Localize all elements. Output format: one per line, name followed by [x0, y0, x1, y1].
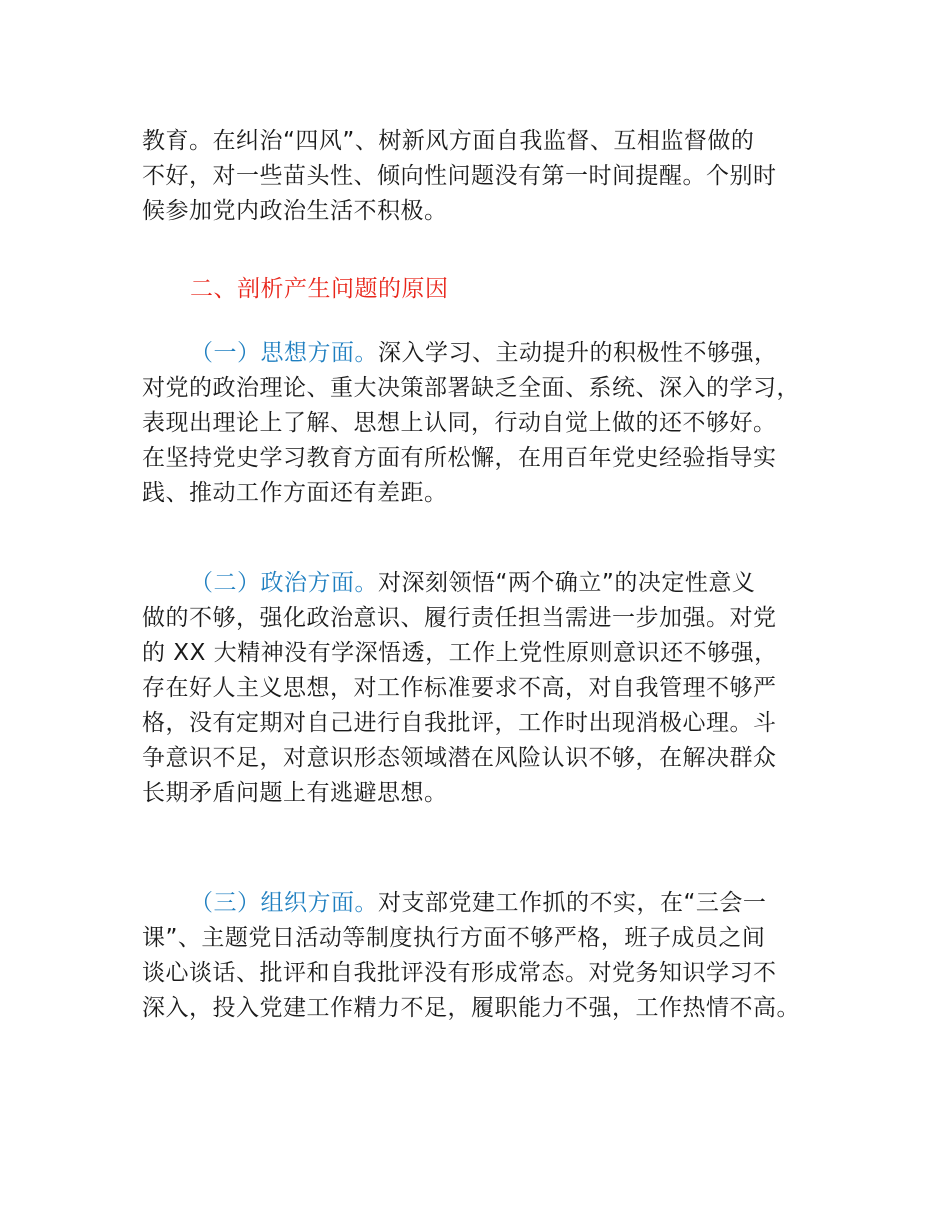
section-heading-block: [142, 272, 842, 307]
text-line: 争意识不足，对意识形态领域潜在风险认识不够，在解决群众: [142, 745, 777, 771]
subheading-politics: （二）政治方面。: [190, 570, 378, 596]
text-line: 不好，对一些苗头性、倾向性问题没有第一时间提醒。个别时: [142, 163, 777, 189]
text-line: 谈心谈话、批评和自我批评没有形成常态。对党务知识学习不: [142, 960, 777, 986]
text-line: 存在好人主义思想，对工作标准要求不高，对自我管理不够严: [142, 675, 777, 701]
text-line: 对党的政治理论、重大决策部署缺乏全面、系统、深入的学习，: [142, 375, 800, 401]
paragraph-organization: [142, 886, 842, 1026]
text-line: 的 XX 大精神没有学深悟透，工作上党性原则意识还不够强，: [142, 640, 778, 666]
paragraph-continuation: [142, 124, 842, 229]
text-run: 对深刻领悟“两个确立”的决定性意义: [378, 570, 756, 596]
text-line: 教育。在纠治“四风”、树新风方面自我监督、互相监督做的: [142, 128, 755, 154]
text-run: 对支部党建工作抓的不实，在“三会一: [378, 890, 767, 916]
paragraph-politics: [142, 566, 842, 811]
text-line: [142, 886, 842, 921]
text-line: 做的不够，强化政治意识、履行责任担当需进一步加强。对党: [142, 605, 777, 631]
section-heading: 二、剖析产生问题的原因: [190, 276, 449, 302]
paragraph-ideology: [142, 336, 842, 511]
text-line: 表现出理论上了解、思想上认同，行动自觉上做的还不够好。: [142, 410, 777, 436]
subheading-ideology: （一）思想方面。: [190, 340, 378, 366]
text-run: 深入学习、主动提升的积极性不够强，: [378, 340, 778, 366]
text-line: 长期矛盾问题上有逃避思想。: [142, 780, 448, 806]
text-line: 格，没有定期对自己进行自我批评，工作时出现消极心理。斗: [142, 710, 777, 736]
text-line: 深入，投入党建工作精力不足，履职能力不强，工作热情不高。: [142, 995, 800, 1021]
subheading-organization: （三）组织方面。: [190, 890, 378, 916]
text-line: [142, 336, 842, 371]
text-line: [142, 566, 842, 601]
text-line: 践、推动工作方面还有差距。: [142, 480, 448, 506]
text-line: 在坚持党史学习教育方面有所松懈，在用百年党史经验指导实: [142, 445, 777, 471]
text-line: 候参加党内政治生活不积极。: [142, 198, 448, 224]
text-line: 课”、主题党日活动等制度执行方面不够严格，班子成员之间: [142, 925, 766, 951]
